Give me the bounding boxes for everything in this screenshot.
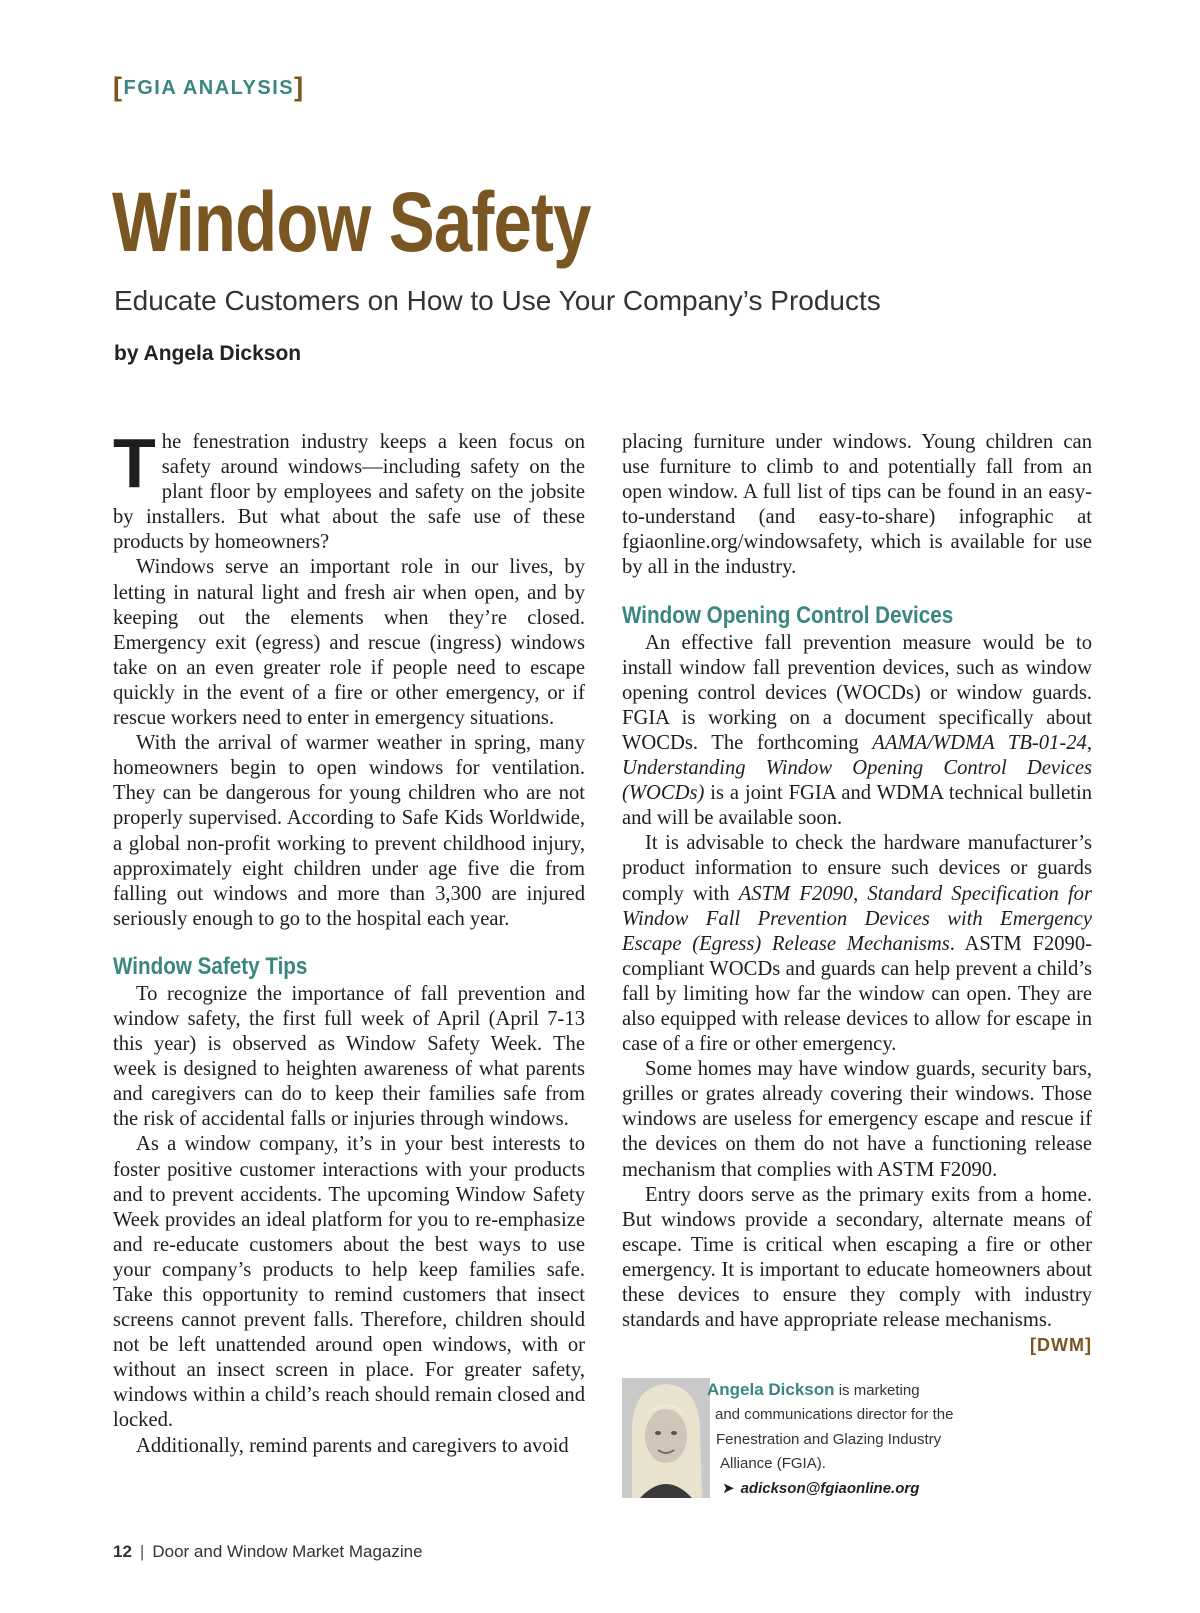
bracket-open: [ (113, 72, 124, 102)
paragraph: As a window company, it’s in your best interests to foster positive customer interactions with your products and to prevent accidents. The upcoming Window Safety Week provides an ideal platform for you to re-emphasize and re-educate customers about the best ways to use your company’s products to help keep families safe. Take this opportunity to remind customers that insect screens cannot prevent falls. Therefore, children should not be left unattended around open windows, with or without an insect screen in place. For greater safety, windows within a child’s reach should remain closed and locked. (113, 1133, 585, 1432)
author-email-link[interactable]: adickson@fgiaonline.org (740, 1479, 920, 1497)
paragraph (622, 831, 1092, 1057)
paragraph: With the arrival of warmer weather in spring, many homeowners begin to open windows for ventilation. They can be dangerous for young children who are not properly supervised. According to Safe Kids Worldwide, a global non-profit working to prevent childhood injury, approximately eight children under age five die from falling out windows and more than 3,300 are injured seriously enough to go to the hospital each year. (113, 732, 585, 930)
article-column-left (113, 424, 585, 1459)
text-run: . ASTM F2090-compliant WOCDs and guards can help prevent a child’s fall by limiting how far the window can open. They are also equipped with release devices to allow for escape in case of a fire or other emergency. (622, 932, 1092, 1056)
bio-line: and communications director for the (715, 1406, 954, 1424)
arrow-icon: ➤ (722, 1479, 735, 1497)
author-photo (622, 1378, 710, 1498)
section-kicker (113, 70, 305, 101)
drop-cap: T (113, 424, 156, 502)
document-citation: AAMA/WDMA TB-01-24, Understanding Window Opening Control Devices (WOCDs) (622, 731, 1092, 805)
article-title: Window Safety (112, 175, 591, 269)
paragraph: Some homes may have window guards, security bars, grilles or grates already covering their windows. Those windows are useless for emergency escape and rescue if the devices on them do not have a functioning release mechanism that complies with ASTM F2090. (622, 1058, 1092, 1181)
text-run: It is advisable to check the hardware manufacturer’s product information to ensure such devices or guards comply with (622, 832, 1092, 905)
section-heading-tips: Window Safety Tips (113, 952, 308, 980)
standard-citation: ASTM F2090, Standard Specification for Window Fall Prevention Devices with Emergency Escape (Egress) Release Mechanisms (622, 882, 1092, 955)
bio-line (707, 1378, 1037, 1403)
paragraph (622, 631, 1092, 832)
paragraph (622, 1183, 1092, 1356)
bio-email-line (707, 1477, 1037, 1501)
bio-line: Fenestration and Glazing Industry (716, 1430, 942, 1448)
article-subtitle: Educate Customers on How to Use Your Company’s Products (114, 285, 881, 316)
article-column-right (622, 430, 1092, 1358)
author-portrait-icon (622, 1378, 710, 1498)
publication-name: Door and Window Market Magazine (152, 1542, 423, 1561)
section-heading-wocd: Window Opening Control Devices (622, 601, 954, 629)
intro-text: he fenestration industry keeps a keen focus on safety around windows—including safety on the plant floor by employees and safety on the jobsite by installers. But what about the safe use of these products by homeowners? (113, 431, 585, 554)
paragraph: Additionally, remind parents and caregivers to avoid (136, 1434, 569, 1457)
author-name: Angela Dickson (707, 1380, 835, 1399)
bio-text-run: is marketing (834, 1382, 920, 1399)
section-label: FGIA ANALYSIS (123, 77, 295, 99)
paragraph-continued: placing furniture under windows. Young children can use furniture to climb to and potentially fall from an open window. A full list of tips can be found in an easy-to-understand (and easy-to-share) infographic at fgiaonline.org/windowsafety, which is available for use by all in the industry. (622, 431, 1092, 579)
text-run: is a joint FGIA and WDMA technical bulletin and will be available soon. (622, 782, 1092, 830)
footer-separator: | (139, 1542, 145, 1561)
bio-line: Alliance (FGIA). (720, 1455, 826, 1473)
paragraph: Windows serve an important role in our lives, by letting in natural light and fresh air when open, and by keeping out the elements when they’re closed. Emergency exit (egress) and rescue (ingress) windows take on an even greater role if people need to escape quickly in the event of a fire or other emergency, or if rescue workers need to enter in emergency situations. (113, 556, 585, 730)
bracket-close: ] (294, 72, 305, 102)
author-bio (622, 1378, 1092, 1498)
author-bio-text (707, 1378, 1037, 1501)
page-footer (113, 1542, 423, 1562)
paragraph: To recognize the importance of fall prevention and window safety, the first full week of April (April 7-13 this year) is observed as Window Safety Week. The week is designed to heighten awareness of what parents and caregivers can do to keep their families safe from the risk of accidental falls or injuries through windows. (113, 982, 585, 1131)
page-number: 12 (113, 1542, 132, 1561)
intro-paragraph (113, 424, 585, 555)
text-run: An effective fall prevention measure would be to install window fall prevention devices, such as window opening control devices (WOCDs) or window guards. FGIA is working on a document specifically about WOCDs. The forthcoming (622, 631, 1092, 754)
text-run: Entry doors serve as the primary exits from a home. But windows provide a secondary, alternate means of escape. Time is critical when escaping a fire or other emergency. It is important to educate homeowners about these devices to ensure they comply with industry standards and have appropriate release mechanisms. (622, 1183, 1092, 1332)
end-tag: [DWM] (1030, 1335, 1092, 1356)
article-byline: by Angela Dickson (114, 342, 302, 365)
